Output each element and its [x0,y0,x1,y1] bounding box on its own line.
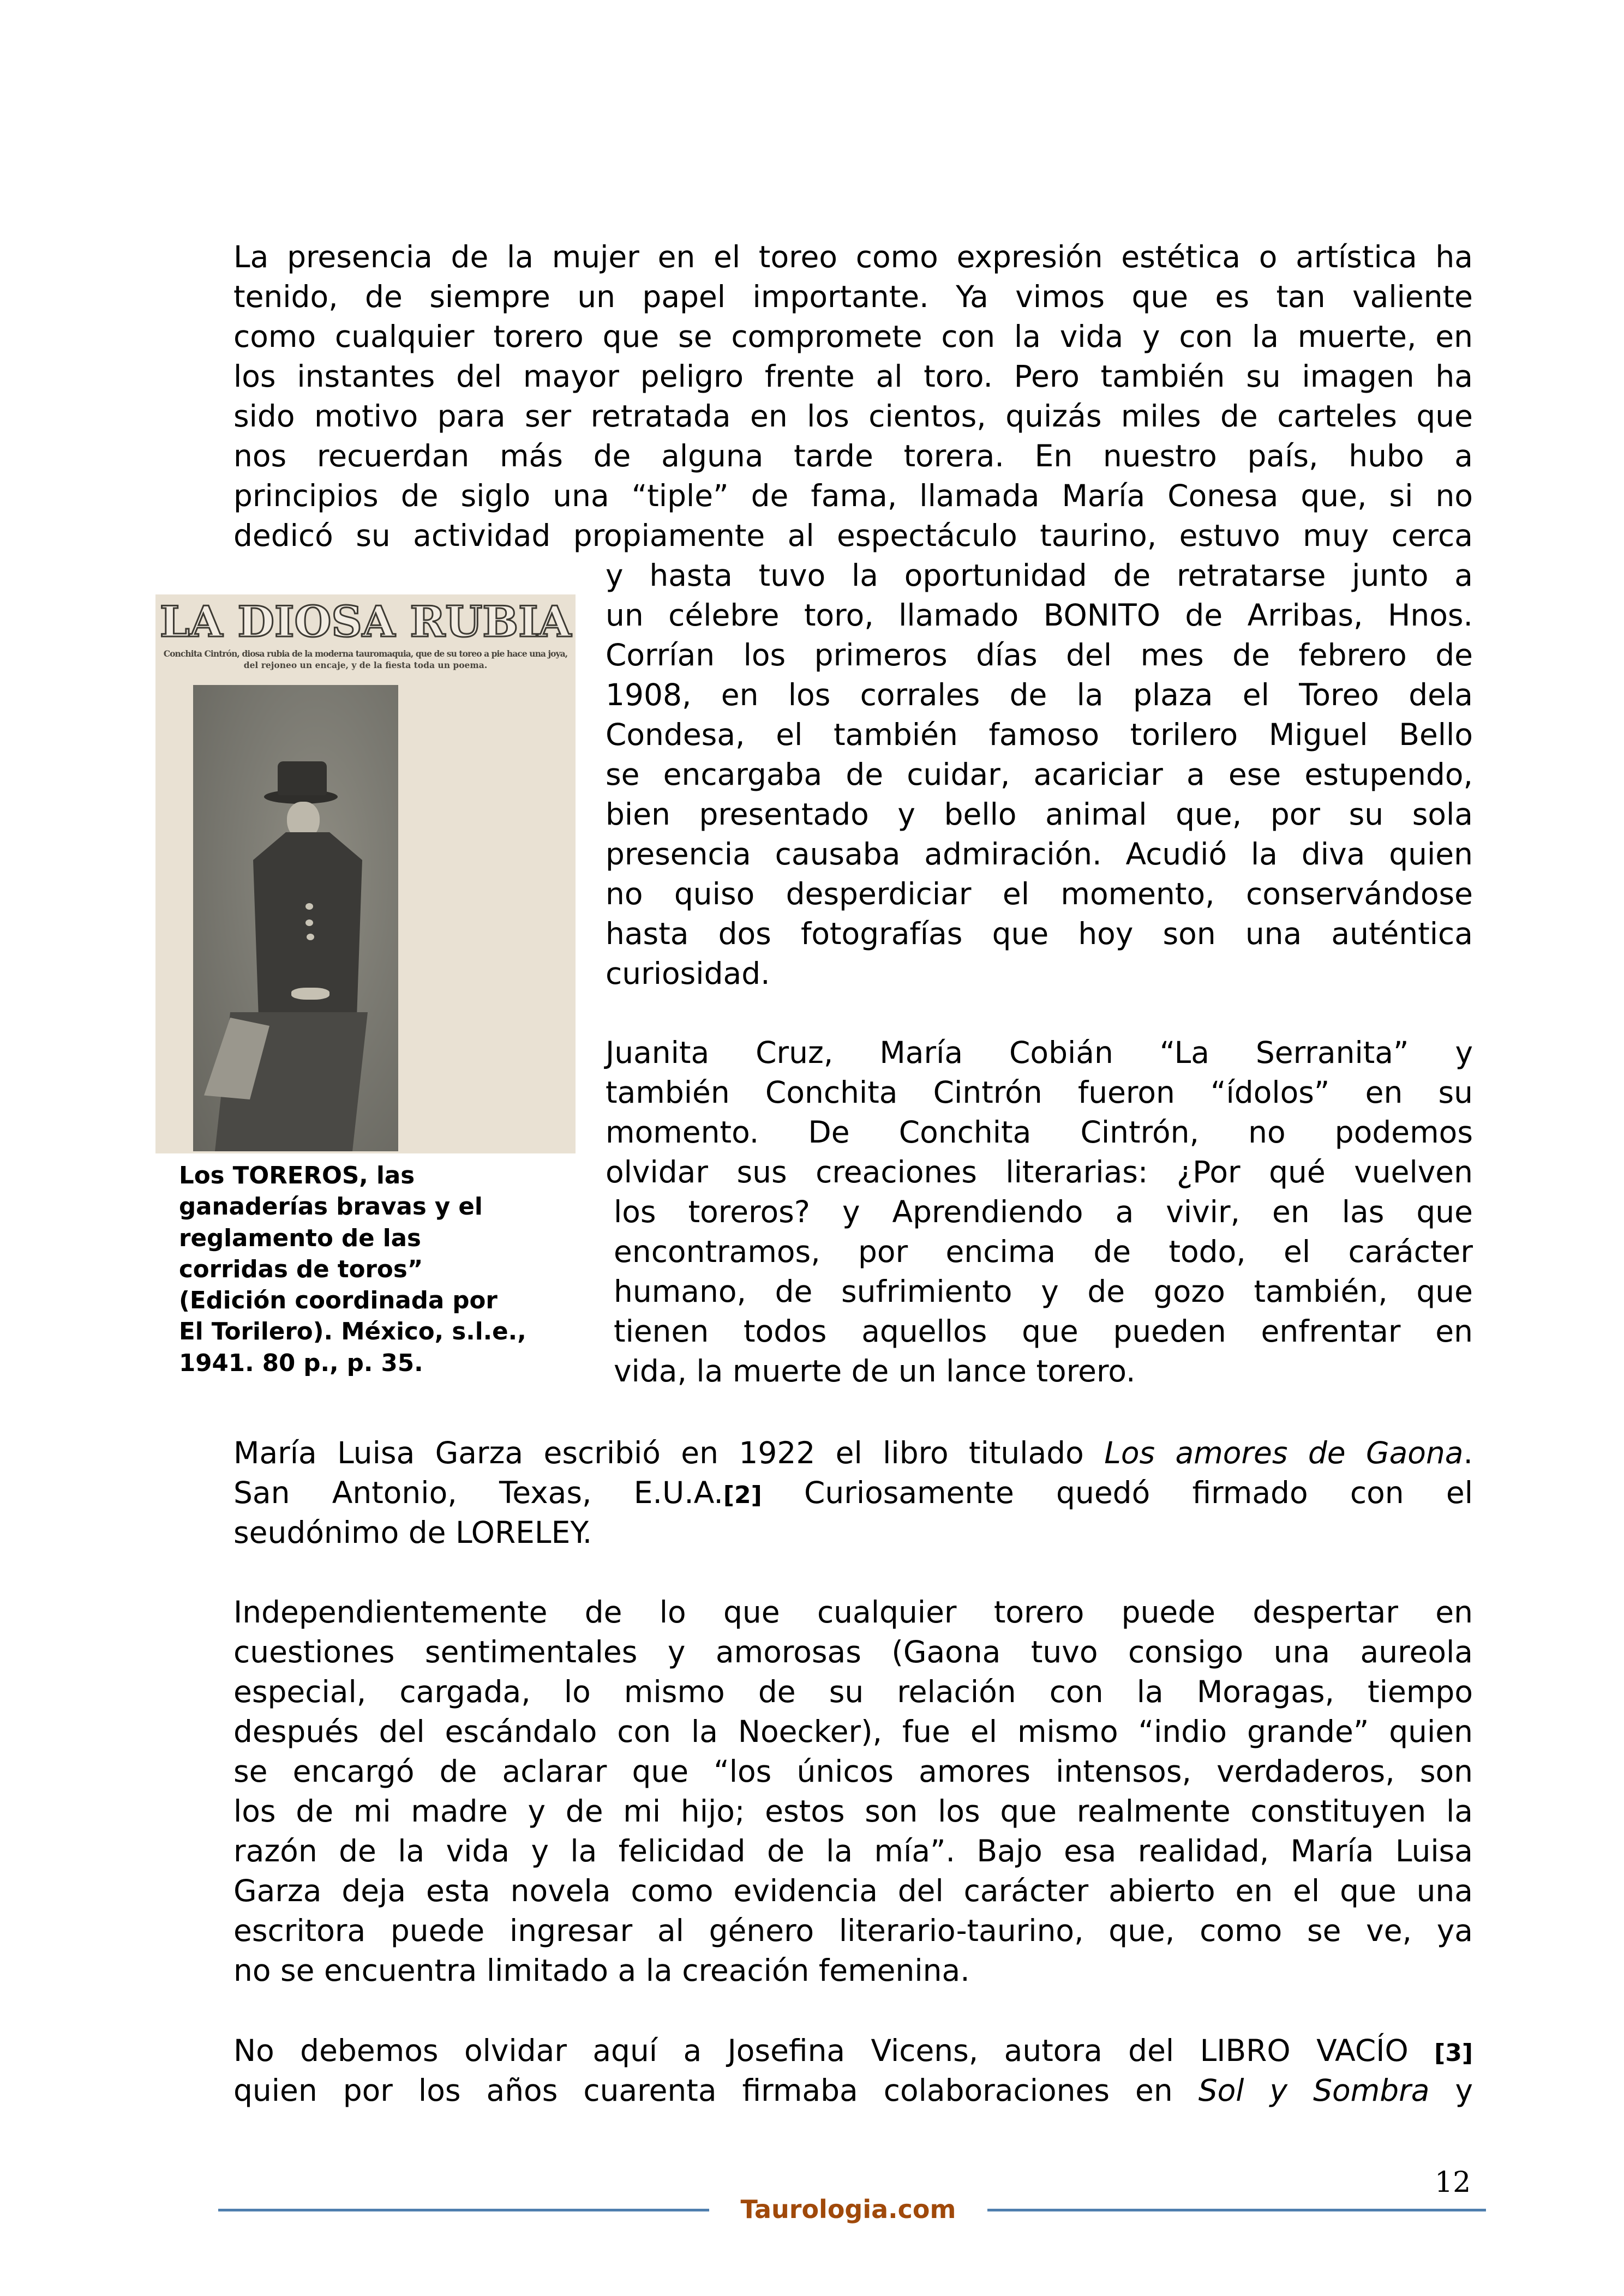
text-line: seudónimo de LORELEY. [233,1515,592,1550]
text-line: Garza deja esta novela como evidencia del carácter abierto en el que una [233,1873,1473,1908]
text-run: No debemos olvidar aquí a Josefina Vicens, autora del LIBRO VACÍO [233,2033,1435,2068]
text-line: momento. De Conchita Cintrón, no podemos [606,1115,1473,1150]
text-line: se encargó de aclarar que “los únicos amores intensos, verdaderos, son [233,1754,1473,1789]
footnote-ref-2[interactable]: [2] [723,1481,762,1509]
text-line [233,2031,1473,2071]
footer-rule-right [987,2209,1486,2211]
text-line: humano, de sufrimiento y de gozo también, que [614,1274,1473,1309]
paragraph-garza [233,1433,1473,1553]
text-line: principios de siglo una “tiple” de fama, llamada María Conesa que, si no [233,478,1473,513]
text-line: los instantes del mayor peligro frente al toro. Pero también su imagen ha [233,359,1473,394]
text-run: y [1429,2073,1473,2108]
clipping-subtitle [162,648,569,671]
page-number: 12 [1435,2166,1471,2199]
hand [291,988,329,1000]
text-line: tienen todos aquellos que pueden enfrentar en [614,1314,1473,1349]
text-line: curiosidad. [606,956,770,991]
text-line: hasta dos fotografías que hoy son una auténtica [606,916,1473,951]
caption-line: 1941. 80 p., p. 35. [179,1349,423,1377]
magazine-clipping-image [155,594,576,1153]
hat-crown [278,761,327,795]
text-line [233,1473,1473,1513]
text-run: . [1463,1435,1473,1470]
text-line: como cualquier torero que se compromete con la vida y con la muerte, en [233,319,1473,354]
paragraph-toreras [606,1033,1473,1192]
text-line: tenido, de siempre un papel importante. Ya vimos que es tan valiente [233,279,1473,314]
text-line [233,1433,1473,1473]
text-line: 1908, en los corrales de la plaza el Toreo dela [606,677,1473,712]
text-line: dedicó su actividad propiamente al espectáculo taurino, estuvo muy cerca [233,518,1473,553]
caption-line: (Edición coordinada por [179,1287,498,1315]
paragraph-vicens [233,2031,1473,2111]
figure-caption [179,1161,572,1379]
text-line: Corrían los primeros días del mes de febrero de [606,638,1473,672]
text-line: escritora puede ingresar al género literario-taurino, que, como se ve, ya [233,1913,1473,1948]
text-run: quien por los años cuarenta firmaba colaboraciones en [233,2073,1198,2108]
text-line: Condesa, el también famoso torilero Miguel Bello [606,717,1473,752]
text-line: bien presentado y bello animal que, por su sola [606,797,1473,832]
text-line: razón de la vida y la felicidad de la mía”. Bajo esa realidad, María Luisa [233,1834,1473,1868]
text-line: nos recuerdan más de alguna tarde torera. En nuestro país, hubo a [233,438,1473,473]
text-line: Juanita Cruz, María Cobián “La Serranita” y [606,1035,1473,1070]
text-line: cuestiones sentimentales y amorosas (Gaona tuvo consigo una aureola [233,1634,1473,1669]
caption-line: corridas de toros” [179,1255,423,1283]
text-line: un célebre toro, llamado BONITO de Arribas, Hnos. [606,598,1473,633]
text-line: olvidar sus creaciones literarias: ¿Por qué vuelven [606,1155,1473,1189]
clipping-headline: LA DIOSA RUBIA [159,597,572,647]
footer-rule-left [218,2209,709,2211]
portrait-photo [193,685,398,1151]
jacket-button [305,903,313,910]
footer-brand: Taurologia.com [740,2195,956,2224]
text-line: Independientemente de lo que cualquier torero puede despertar en [233,1595,1473,1630]
text-line: presencia causaba admiración. Acudió la diva quien [606,837,1473,871]
caption-line: Los TOREROS, las [179,1162,415,1189]
text-line [233,2071,1473,2111]
text-line: los toreros? y Aprendiendo a vivir, en las que [614,1194,1473,1229]
paragraph-intro [233,237,1473,556]
text-line: encontramos, por encima de todo, el carácter [614,1234,1473,1269]
text-line: no quiso desperdiciar el momento, conservándose [606,876,1473,911]
text-run: María Luisa Garza escribió en 1922 el libro titulado [233,1435,1105,1470]
text-line: no se encuentra limitado a la creación femenina. [233,1953,970,1988]
jacket-button [307,934,314,940]
clipping-subtitle-line: Conchita Cintrón, diosa rubia de la moderna tauromaquia, que de su toreo a pie hace una joya, [163,648,568,659]
paragraph-intro-column [606,556,1473,994]
text-line: se encargaba de cuidar, acariciar a ese estupendo, [606,757,1473,792]
caption-line: El Torilero). México, s.l.e., [179,1318,526,1346]
text-line: La presencia de la mujer en el toreo como expresión estética o artística ha [233,239,1473,274]
text-line: vida, la muerte de un lance torero. [614,1354,1136,1389]
paragraph-toreras-cont [614,1192,1473,1391]
text-line: después del escándalo con la Noecker), fue el mismo “indio grande” quien [233,1714,1473,1749]
publication-title: Sol y Sombra [1198,2073,1430,2108]
caption-line: reglamento de las [179,1224,421,1252]
text-line: y hasta tuvo la oportunidad de retratarse junto a [606,558,1473,593]
paragraph-gaona [233,1592,1473,1991]
text-run: Curiosamente quedó firmado con el [762,1475,1473,1510]
caption-line: ganaderías bravas y el [179,1193,483,1221]
clipping-subtitle-line: del rejoneo un encaje, y de la fiesta toda un poema. [243,660,488,670]
text-line: también Conchita Cintrón fueron “ídolos” en su [606,1075,1473,1110]
book-title: Los amores de Gaona [1104,1435,1464,1470]
footnote-ref-3[interactable]: [3] [1434,2039,1473,2067]
jacket-button [305,919,313,926]
text-line: sido motivo para ser retratada en los cientos, quizás miles de carteles que [233,399,1473,434]
text-run: San Antonio, Texas, E.U.A. [233,1475,723,1510]
text-line: los de mi madre y de mi hijo; estos son los que realmente constituyen la [233,1794,1473,1829]
text-line: especial, cargada, lo mismo de su relación con la Moragas, tiempo [233,1674,1473,1709]
